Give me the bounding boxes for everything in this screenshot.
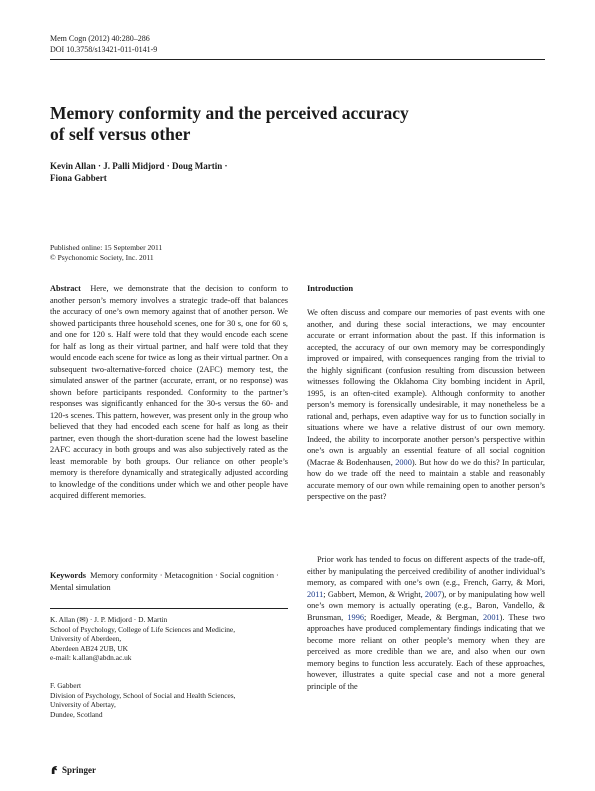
springer-logo	[50, 764, 96, 776]
published-date: Published online: 15 September 2011	[50, 243, 163, 252]
copyright: © Psychonomic Society, Inc. 2011	[50, 253, 154, 262]
publication-info	[50, 243, 162, 263]
citation-link[interactable]: 1996	[347, 612, 364, 622]
affiliation-block-2	[50, 681, 288, 719]
title-line: of self versus other	[50, 124, 191, 144]
paragraph-text: ), or by manipulating how well one’s own memory is actually operating (e.g., Baron, Vandello, & Brunsman,	[307, 589, 545, 622]
affiliation-line: School of Psychology, College of Life Sciences and Medicine,	[50, 624, 236, 634]
affiliation-line: Dundee, Scotland	[50, 709, 103, 719]
paragraph-text: Prior work has tended to focus on different aspects of the trade-off, either by manipulating the perceived credibility of another individual’s memory, as compared with one’s own (e.g., French, Garry, & Mori,	[307, 555, 545, 587]
keywords-label: Keywords	[50, 571, 86, 580]
keywords-text: Memory conformity · Metacognition · Social cognition · Mental simulation	[50, 571, 279, 592]
author-line: Fiona Gabbert	[50, 173, 107, 183]
author-line: Kevin Allan · J. Palli Midjord · Doug Martin ·	[50, 161, 228, 171]
affiliation-line: Division of Psychology, School of Social and Health Sciences,	[50, 690, 236, 700]
author-list	[50, 160, 228, 184]
paragraph-text: We often discuss and compare our memories of past events with one another, and during these social interactions, we may encounter accurate or errant information about the past. If this information is accepted, the accuracy of our own memory may be correspondingly improved or impaired, with consequences ranging from the trivial to the highly significant (confusion resulting from discussion between witnesses following the Oklahoma City bombing incident in April, 1995, is an often-cited example). Although conformity to another person’s memory is forensically undesirable, it may nonetheless be a rational and, perhaps, even adaptive way for us to function socially in situations where we have a relative distrust of our own memory. Indeed, the ability to incorporate another person’s perspective within one’s own is arguably an essential feature of all social cognition (Macrae & Bodenhausen,	[307, 308, 545, 467]
abstract	[50, 283, 288, 502]
introduction-heading: Introduction	[307, 283, 354, 293]
title-line: Memory conformity and the perceived accuracy	[50, 103, 409, 123]
paragraph-text: ; Roediger, Meade, & Bergman,	[364, 612, 484, 622]
email-line[interactable]: e-mail: k.allan@abdn.ac.uk	[50, 653, 132, 663]
intro-paragraph-2	[307, 554, 545, 692]
citation-link[interactable]: 2011	[307, 589, 324, 599]
paragraph-text: ). These two approaches have produced complementary findings indicating that we become more reliant on other people’s memory when they are perceived as more credible than we are, and also when our own memory begins to function less accurately. Each of these approaches, however, illustrates a quite special case and not a more general principle of the	[307, 612, 545, 691]
springer-horse-icon	[50, 765, 59, 775]
abstract-text: Here, we demonstrate that the decision to conform to another person’s memory involves a strategic trade-off that balances the accuracy of one’s own memory against that of another person. We showed participants three household scenes, one for 30 s, one for 60 s, and one for 120 s. Half were told that they would encode each scene for half as long as their virtual partner, and half were told that they would encode each scene for twice as long as their virtual partner. On a subsequent two-alternative-forced choice (2AFC) memory test, the simulated answer of the partner (accurate, errant, or no response) was shown before participants responded. Conformity to the partner’s responses was significantly enhanced for the 30-s versus the 60- and 120-s scenes. This pattern, however, was present only in the group who believed that they had encoded each scene for half as long as their partner, even though the short-duration scene had the lowest baseline 2AFC accuracy in both groups and was also subjectively rated as the least memorable by both groups. Our reliance on other people’s memory is therefore dynamically and strategically adjusted according to knowledge of the conditions under which we and other people have acquired different memories.	[50, 284, 288, 500]
citation-link[interactable]: 2007	[424, 589, 442, 599]
citation-link[interactable]: 2001	[483, 612, 500, 622]
affiliation-line: University of Aberdeen,	[50, 634, 122, 644]
journal-citation: Mem Cogn (2012) 40:280–286	[50, 34, 150, 43]
paragraph-text: ). But how do we do this? In particular, how do we trade off the need to maintain a stable and reasonably accurate memory of our own while remaining open to another person’s perspective on the past?	[307, 457, 545, 501]
footnote-rule	[50, 608, 288, 609]
affiliation-block	[50, 615, 288, 663]
article-title	[50, 103, 530, 145]
intro-paragraph-1	[307, 307, 545, 503]
affiliation-line: K. Allan (✉) · J. P. Midjord · D. Martin	[50, 615, 168, 624]
header-rule	[50, 59, 545, 60]
keywords	[50, 570, 288, 593]
affiliation-line: Aberdeen AB24 2UB, UK	[50, 643, 129, 653]
publisher-name: Springer	[62, 765, 97, 775]
abstract-label: Abstract	[50, 284, 81, 293]
affiliation-line: University of Abertay,	[50, 700, 116, 710]
affiliation-line: F. Gabbert	[50, 681, 82, 690]
doi: DOI 10.3758/s13421-011-0141-9	[50, 45, 158, 54]
paragraph-text: ; Gabbert, Memon, & Wright,	[323, 589, 425, 599]
citation-link[interactable]: 2000	[395, 457, 412, 467]
